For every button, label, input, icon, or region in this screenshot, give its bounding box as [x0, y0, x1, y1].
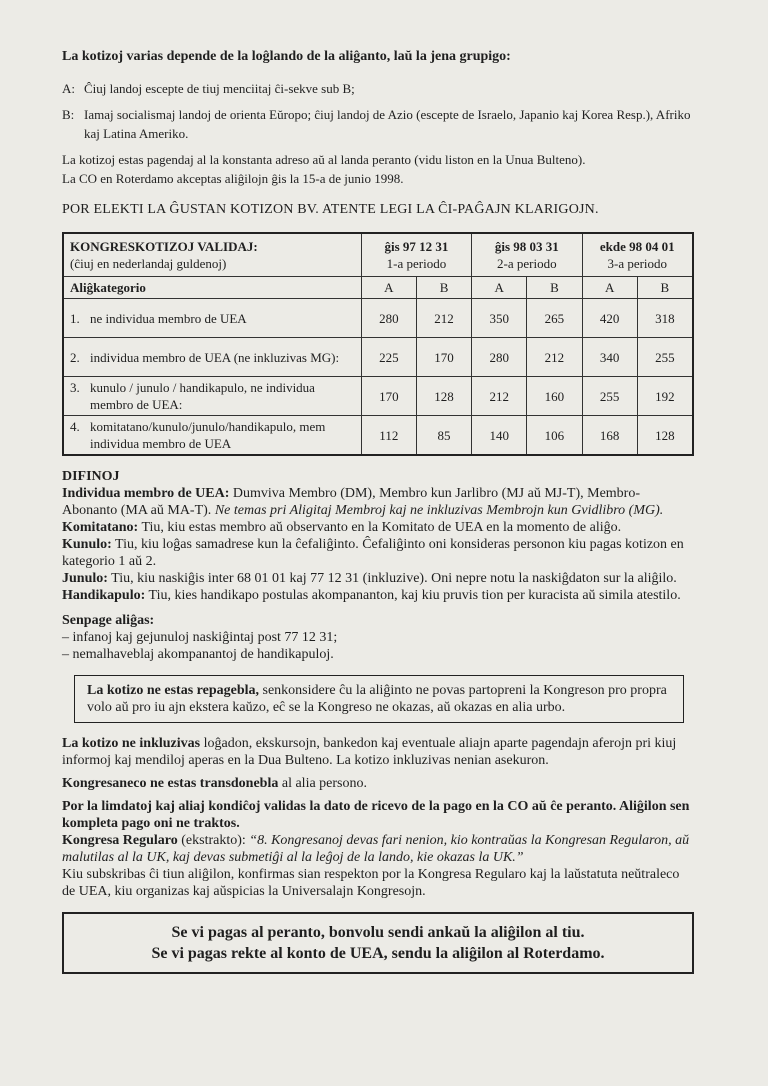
row-number: 1. — [70, 310, 80, 326]
table-row — [63, 299, 693, 338]
table-row — [63, 416, 693, 456]
fee-value: 280 — [361, 299, 416, 338]
group-b — [62, 105, 694, 143]
condition-paragraph — [62, 775, 694, 792]
period-3-label: 3-a periodo — [607, 256, 668, 271]
fee-value: 350 — [472, 299, 527, 338]
fee-table-subtitle: (ĉiuj en nederlandaj guldenoj) — [70, 256, 227, 271]
row-number: 2. — [70, 349, 80, 365]
sending-instructions-box — [62, 912, 694, 974]
row-label-cell — [63, 416, 361, 456]
refund-notice-box — [74, 675, 684, 723]
def-text: Tiu, kiu naskiĝis inter 68 01 01 kaj 77 12 31 (inkluzive). Oni nepre notu la naskiĝdaton sur la aliĝilo. — [107, 571, 677, 586]
fee-value: 170 — [416, 338, 471, 377]
fee-value: 212 — [527, 338, 582, 377]
period-1-header — [361, 233, 471, 277]
period-3-header — [582, 233, 693, 277]
fee-value: 255 — [637, 338, 693, 377]
fee-value: 318 — [637, 299, 693, 338]
row-label: kunulo / junulo / handikapulo, ne individua membro de UEA: — [90, 380, 315, 412]
def-text: Tiu, kies handikapo postulas akompananton, kaj kiu pruvis tion per kuracista aŭ simila atestilo. — [145, 588, 681, 603]
def-kunulo — [62, 536, 694, 570]
table-row — [63, 338, 693, 377]
row-label: komitatano/kunulo/junulo/handikapulo, mem individua membro de UEA — [90, 419, 326, 451]
group-b-key: B: — [62, 107, 75, 122]
fee-table-title-cell — [63, 233, 361, 277]
condition-text: loĝadon, ekskursojn, bankedon kaj eventuale aliajn aparte pagendajn aferojn pri kiuj informoj kaj mendiloj aperas en la Dua Bulteno. La kotizo inkluzivas nenian asekuron. — [62, 736, 677, 768]
fee-value: 112 — [361, 416, 416, 456]
fee-value: 255 — [582, 377, 637, 416]
fee-table — [62, 232, 694, 456]
conditions-section — [62, 735, 694, 900]
fee-value: 192 — [637, 377, 693, 416]
period-1-label: 1-a periodo — [386, 256, 447, 271]
def-term: Individua membro de UEA: — [62, 486, 230, 501]
fee-value: 225 — [361, 338, 416, 377]
def-term: Junulo: — [62, 571, 108, 586]
row-label-cell — [63, 377, 361, 416]
fee-value: 168 — [582, 416, 637, 456]
column-b-2: B — [527, 277, 582, 299]
condition-bold: Kongresaneco ne estas transdonebla — [62, 776, 279, 791]
fee-value: 280 — [472, 338, 527, 377]
fee-value: 340 — [582, 338, 637, 377]
def-handikapulo — [62, 587, 694, 604]
column-a-2: A — [472, 277, 527, 299]
group-a-text: Ĉiuj landoj escepte de tiuj menciitaj ĉi-sekve sub B; — [84, 81, 355, 96]
free-item: – nemalhaveblaj akompanantoj de handikapuloj. — [62, 647, 334, 662]
def-term: Komitatano: — [62, 520, 139, 535]
regulation-quote: “8. Kongresanoj devas fari nenion, kio kontraŭas la Kongresan Regularon, aŭ malutilas al la UK, kaj devas submetiĝi al la leĝoj de la lando, kie okazas la UK.” — [62, 833, 690, 865]
fee-value: 160 — [527, 377, 582, 416]
column-a-1: A — [361, 277, 416, 299]
def-term: Handikapulo: — [62, 588, 146, 603]
condition-text: al alia persono. — [278, 776, 367, 791]
fee-value: 85 — [416, 416, 471, 456]
deadline-note: La CO en Roterdamo akceptas aliĝilojn ĝis la 15-a de junio 1998. — [62, 171, 404, 186]
condition-paragraph: Por la limdatoj kaj aliaj kondiĉoj validas la dato de ricevo de la pago en la CO aŭ ĉe peranto. Aliĝilon sen kompleta pago oni ne traktos. — [62, 799, 690, 831]
fee-table-title: KONGRESKOTIZOJ VALIDAJ: — [70, 239, 258, 254]
column-b-1: B — [416, 277, 471, 299]
document-page — [62, 48, 694, 974]
regulation-text: (ekstrakto): — [177, 833, 250, 848]
column-a-3: A — [582, 277, 637, 299]
regulation-paragraph — [62, 832, 694, 866]
period-1-date: ĝis 97 12 31 — [384, 239, 449, 254]
fee-value: 140 — [472, 416, 527, 456]
intro-text: La kotizoj varias depende de la loĝlando de la aliĝanto, laŭ la jena grupigo: — [62, 49, 511, 64]
fee-value: 265 — [527, 299, 582, 338]
instruction-line: Se vi pagas al peranto, bonvolu sendi ankaŭ la aliĝilon al tiu. — [171, 924, 585, 941]
category-header: Aliĝkategorio — [63, 277, 361, 299]
period-2-date: ĝis 98 03 31 — [494, 239, 559, 254]
regulation-term: Kongresa Regularo — [62, 833, 178, 848]
fee-table-category-row — [63, 277, 693, 299]
def-text: Tiu, kiu estas membro aŭ observanto en la Komitato de UEA en la momento de aliĝo. — [138, 520, 622, 535]
def-komitatano — [62, 519, 694, 536]
row-number: 3. — [70, 380, 80, 395]
condition-bold: La kotizo ne inkluzivas — [62, 736, 201, 751]
row-number: 4. — [70, 419, 80, 434]
payment-note: La kotizoj estas pagendaj al la konstanta adreso aŭ al landa peranto (vidu liston en la Unua Bulteno). — [62, 152, 586, 167]
column-b-3: B — [637, 277, 693, 299]
def-individua — [62, 485, 694, 519]
fee-value: 128 — [637, 416, 693, 456]
fee-value: 128 — [416, 377, 471, 416]
period-3-date: ekde 98 04 01 — [599, 239, 675, 254]
signature-paragraph: Kiu subskribas ĉi tiun aliĝilon, konfirmas sian respekton por la Kongresa Regularo kaj la laŭstatuta neŭtraleco de UEA, kiu organizas kaj aŭspicias la Universalajn Kongresojn. — [62, 867, 680, 899]
fee-value: 420 — [582, 299, 637, 338]
def-text: Tiu, kiu loĝas samadrese kun la ĉefaliĝinto. Ĉefaliĝinto oni konsideras personon kiu pagas kotizon en kategorio 1 aŭ 2. — [62, 537, 684, 569]
fee-value: 212 — [416, 299, 471, 338]
fee-table-header-row — [63, 233, 693, 277]
instruction-line: Se vi pagas rekte al konto de UEA, sendu la aliĝilon al Roterdamo. — [151, 945, 605, 962]
table-row — [63, 377, 693, 416]
condition-paragraph — [62, 735, 694, 769]
period-2-label: 2-a periodo — [497, 256, 557, 271]
group-a — [62, 79, 694, 98]
caps-notice: POR ELEKTI LA ĜUSTAN KOTIZON BV. ATENTE LEGI LA ĈI-PAĜAJN KLARIGOJN. — [62, 202, 599, 217]
fee-value: 106 — [527, 416, 582, 456]
row-label: ne individua membro de UEA — [90, 310, 247, 326]
refund-notice-bold: La kotizo ne estas repagebla, — [87, 683, 260, 698]
fee-value: 170 — [361, 377, 416, 416]
def-italic-note: Ne temas pri Aligitaj Membroj kaj ne inkluzivas Membrojn kun Gvidlibro (MG). — [214, 503, 664, 518]
refund-notice-text: senkonsidere ĉu la aliĝinto ne povas partopreni la Kongreson pro propra volo aŭ pro iu ajn ekstera kaŭzo, eĉ se la Kongreso ne okazas, aŭ okazas en alia urbo. — [87, 683, 667, 715]
group-a-key: A: — [62, 81, 75, 96]
group-b-text: Iamaj socialismaj landoj de orienta Eŭropo; ĉiuj landoj de Azio (escepte de Israelo, Japanio kaj Korea Resp.), Afriko kaj Latina Ameriko. — [84, 107, 691, 141]
row-label: individua membro de UEA (ne inkluzivas MG): — [90, 349, 340, 365]
period-2-header — [472, 233, 582, 277]
free-item: – infanoj kaj gejunuloj naskiĝintaj post 77 12 31; — [62, 630, 338, 645]
definitions-section — [62, 468, 694, 663]
def-text: Dumviva Membro (DM), Membro kun Jarlibro (MJ aŭ MJ-T), Membro-Abonanto (MA aŭ MA-T). — [62, 486, 640, 518]
row-label-cell — [63, 299, 361, 338]
def-term: Kunulo: — [62, 537, 112, 552]
row-label-cell — [63, 338, 361, 377]
def-junulo — [62, 570, 694, 587]
definitions-heading: DIFINOJ — [62, 469, 120, 484]
free-heading: Senpage aliĝas: — [62, 613, 155, 628]
fee-value: 212 — [472, 377, 527, 416]
